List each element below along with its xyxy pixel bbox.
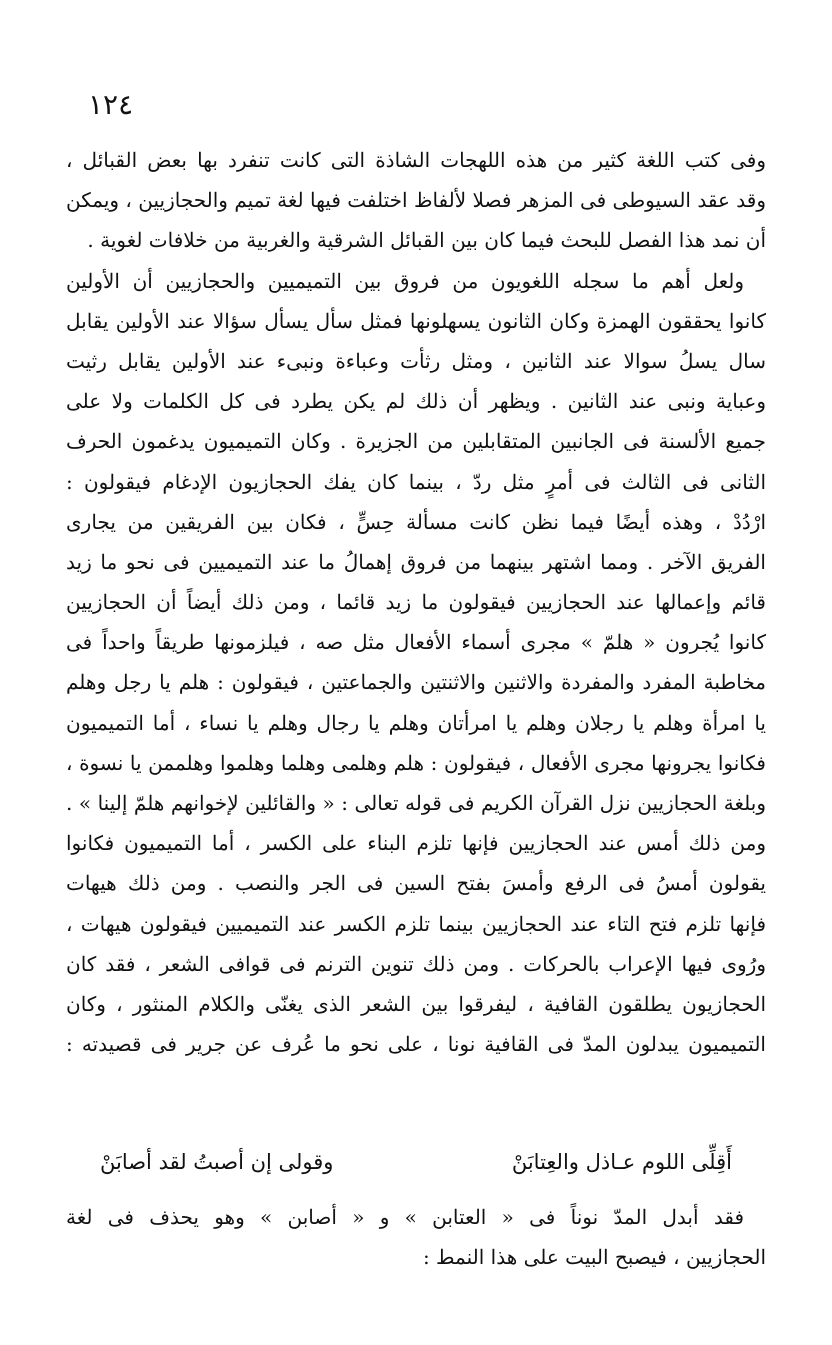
text-line: وعباية ونبى عند الثانين . ويظهر أن ذلك لم يكن يطرد فى كل الكلمات ولا على	[66, 389, 766, 414]
text-line: فكانوا يجرونها مجرى الأفعال ، فيقولون : هلم وهلمى وهلما وهلموا وهلممن يا نسوة ،	[66, 750, 766, 775]
text-line: الفريق الآخر . ومما اشتهر بينهما من فروق إهمالُ ما عند التميميين فى نحو ما زيد	[66, 549, 766, 574]
text-line: وقد عقد السيوطى فى المزهر فصلا لألفاظ اختلفت فيها لغة تميم والحجازيين ، ويمكن	[66, 188, 766, 213]
closing-text	[66, 1197, 766, 1277]
text-line: الثانى فى الثالث فى أمرٍ مثل ردّ ، بينما كان يفك الحجازيون الإدغام فيقولون :	[66, 469, 766, 494]
text-line: فإنها تلزم فتح التاء عند الحجازيين بينما تلزم الكسر عند التميميين فيقولون هيهات ،	[66, 911, 766, 936]
text-line: وبلغة الحجازيين نزل القرآن الكريم فى قوله تعالى : « والقائلين لإخوانهم هلمّ إلينا » .	[66, 791, 766, 815]
text-line: ارْدُدْ ، وهذه أيضًا فيما نظن كانت مسألة حِسٍّ ، فكان بين الفريقين من يجارى	[66, 509, 766, 534]
verse-second-hemistich: وقولى إن أصبتُ لقد أصابَنْ	[100, 1150, 334, 1174]
text-line: أن نمد هذا الفصل للبحث فيما كان بين القبائل الشرقية والغربية من خلافات لغوية .	[87, 228, 766, 253]
text-line: كانوا يُجرون « هلمّ » مجرى أسماء الأفعال مثل صه ، فيلزمونها طريقاً واحداً فى	[66, 630, 766, 655]
text-line: ومن ذلك أمس عند الحجازيين فإنها تلزم البناء على الكسر ، أما التميميون فكانوا	[66, 831, 766, 856]
text-line: فقد أبدل المدّ نوناً فى « العتابن » و « أصابن » وهو يحذف فى لغة	[66, 1205, 744, 1229]
text-line: يا امرأة وهلم يا رجلان وهلم يا امرأتان وهلم يا رجال وهلم يا نساء ، أما التميميون	[66, 710, 766, 735]
poetry-verse	[100, 1150, 732, 1190]
text-line: الحجازيين ، فيصبح البيت على هذا النمط :	[422, 1245, 766, 1269]
text-line: جميع الألسنة فى الجانبين المتقابلين من الجزيرة . وكان التميميون يدغمون الحرف	[66, 429, 766, 454]
page-number: ١٢٤	[88, 88, 134, 121]
text-line: سال يسلُ سوالا عند الثانين ، ومثل رثأت وعباءة ونبىء عند الأولين يقابل رثيت	[66, 348, 766, 373]
text-line: كانوا يحققون الهمزة وكان الثانون يسهلونها فمثل سأل يسأل سؤالا عند الأولين يقابل	[66, 308, 766, 333]
text-line: مخاطبة المفرد والمفردة والاثنين والاثنتين والجماعتين ، فيقولون : هلم يا رجل وهلم	[66, 670, 766, 695]
text-line: ولعل أهم ما سجله اللغويون من فروق بين التميميين والحجازيين أن الأولين	[66, 268, 744, 293]
text-line: ورُوى فيها الإعراب بالحركات . ومن ذلك تنوين الترنم فى قوافى الشعر ، فقد كان	[66, 951, 766, 976]
text-line: التميميون يبدلون المدّ فى القافية نونا ، على نحو ما عُرف عن جرير فى قصيدته :	[66, 1032, 766, 1057]
text-line: يقولون أمسُ فى الرفع وأمسَ بفتح السين فى الجر والنصب . ومن ذلك هيهات	[66, 871, 766, 896]
verse-first-hemistich: أَقِلِّى اللوم عـاذل والعِتابَنْ	[511, 1150, 732, 1174]
text-line: الحجازيون يطلقون القافية ، ليفرقوا بين الشعر الذى يغنّى والكلام المنثور ، وكان	[66, 991, 766, 1016]
text-line: قائم وإعمالها عند الحجازيين فيقولون ما زيد قائما ، ومن ذلك أيضاً أن الحجازيين	[66, 590, 766, 615]
body-text	[66, 140, 766, 1064]
text-line: وفى كتب اللغة كثير من هذه اللهجات الشاذة التى كانت تنفرد بها بعض القبائل ،	[66, 148, 766, 172]
